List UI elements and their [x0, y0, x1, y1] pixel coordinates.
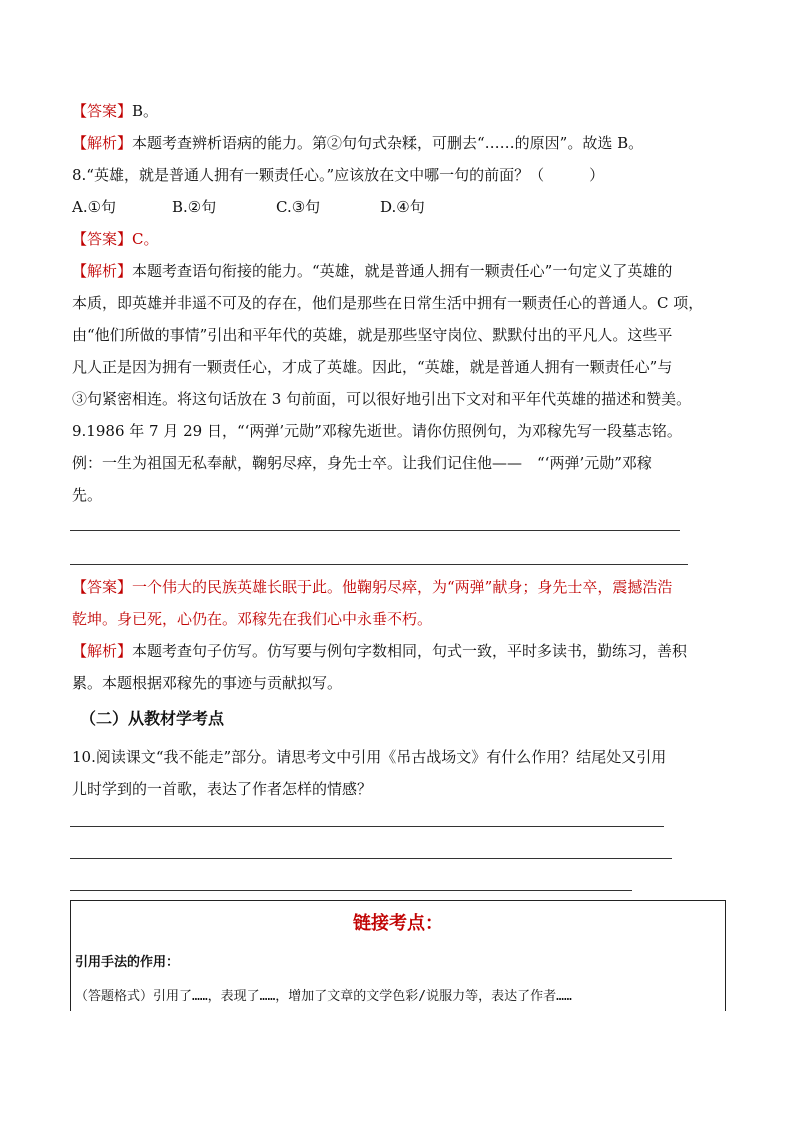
q8-answer — [72, 229, 732, 249]
q8-question: 8.“英雄，就是普通人拥有一颗责任心。”应该放在文中哪一句的前面？（ ） — [72, 166, 605, 184]
answer-tag: 【答案】 — [72, 102, 133, 120]
q7-answer — [72, 101, 732, 121]
answer-text: C。 — [132, 230, 159, 248]
q9-answer-line-2: 乾坤。身已死，心仍在。邓稼先在我们心中永垂不朽。 — [72, 610, 433, 628]
option-d: D.④句 — [380, 198, 425, 216]
link-exam-point-box — [70, 900, 726, 1011]
q8-analysis-line-1 — [72, 261, 732, 281]
answer-blank-line-4[interactable] — [70, 858, 672, 859]
option-b: B.②句 — [172, 198, 217, 216]
answer-tag: 【答案】 — [72, 578, 133, 596]
section-heading: （二）从教材学考点 — [80, 709, 225, 728]
q9-analysis-line-2: 累。本题根据邓稼先的事迹与贡献拟写。 — [72, 674, 343, 692]
analysis-tag: 【解析】 — [72, 262, 133, 280]
q7-analysis — [72, 133, 732, 153]
q8-options — [72, 197, 732, 217]
q9-question-line-2: 例：一生为祖国无私奉献，鞠躬尽瘁，身先士卒。让我们记住他—— “‘两弹’元勋”邓稼 — [72, 454, 652, 472]
analysis-text: 本题考查语句衔接的能力。“英雄，就是普通人拥有一颗责任心”一句定义了英雄的 — [132, 262, 673, 280]
q9-question-line-3: 先。 — [72, 486, 103, 504]
q10-question-line-2: 儿时学到的一首歌，表达了作者怎样的情感？ — [72, 780, 373, 798]
answer-blank-line-5[interactable] — [70, 890, 632, 891]
q10-question-line-1: 10.阅读课文“我不能走”部分。请思考文中引用《吊古战场文》有什么作用？结尾处又引用 — [72, 748, 667, 766]
q8-analysis-line-5: ③句紧密相连。将这句话放在 3 句前面，可以很好地引出下文对和平年代英雄的描述和赞美。 — [72, 390, 692, 408]
answer-tag: 【答案】 — [72, 230, 133, 248]
answer-text: 一个伟大的民族英雄长眠于此。他鞠躬尽瘁，为“两弹”献身；身先士卒，震撼浩浩 — [132, 578, 673, 596]
q9-question-line-1: 9.1986 年 7 月 29 日，“‘两弹’元勋”邓稼先逝世。请你仿照例句，为邓稼先写一段墓志铭。 — [72, 422, 682, 440]
answer-blank-line-1[interactable] — [70, 530, 680, 531]
q8-analysis-line-3: 由“他们所做的事情”引出和平年代的英雄，就是那些坚守岗位、默默付出的平凡人。这些平 — [72, 326, 673, 344]
q8-analysis-line-4: 凡人正是因为拥有一颗责任心，才成了英雄。因此，“英雄，就是普通人拥有一颗责任心”与 — [72, 358, 673, 376]
box-title: 链接考点： — [353, 913, 443, 934]
q9-answer-line-1 — [72, 577, 732, 597]
q8-analysis-line-2: 本质，即英雄并非遥不可及的存在，他们是那些在日常生活中拥有一颗责任心的普通人。C 项， — [72, 294, 704, 312]
option-a: A.①句 — [72, 198, 117, 216]
q9-analysis-line-1 — [72, 641, 732, 661]
answer-text: B。 — [132, 102, 159, 120]
answer-blank-line-2[interactable] — [70, 564, 688, 565]
analysis-text: 本题考查辨析语病的能力。第②句句式杂糅，可删去“……的原因”。故选 B。 — [132, 134, 644, 152]
box-subtitle: 引用手法的作用： — [75, 955, 180, 970]
box-answer-format: （答题格式）引用了……，表现了……，增加了文章的文学色彩/说服力等，表达了作者…… — [75, 989, 572, 1004]
option-c: C.③句 — [276, 198, 321, 216]
analysis-tag: 【解析】 — [72, 134, 133, 152]
analysis-text: 本题考查句子仿写。仿写要与例句字数相同，句式一致，平时多读书，勤练习，善积 — [132, 642, 688, 660]
answer-blank-line-3[interactable] — [70, 826, 664, 827]
analysis-tag: 【解析】 — [72, 642, 133, 660]
